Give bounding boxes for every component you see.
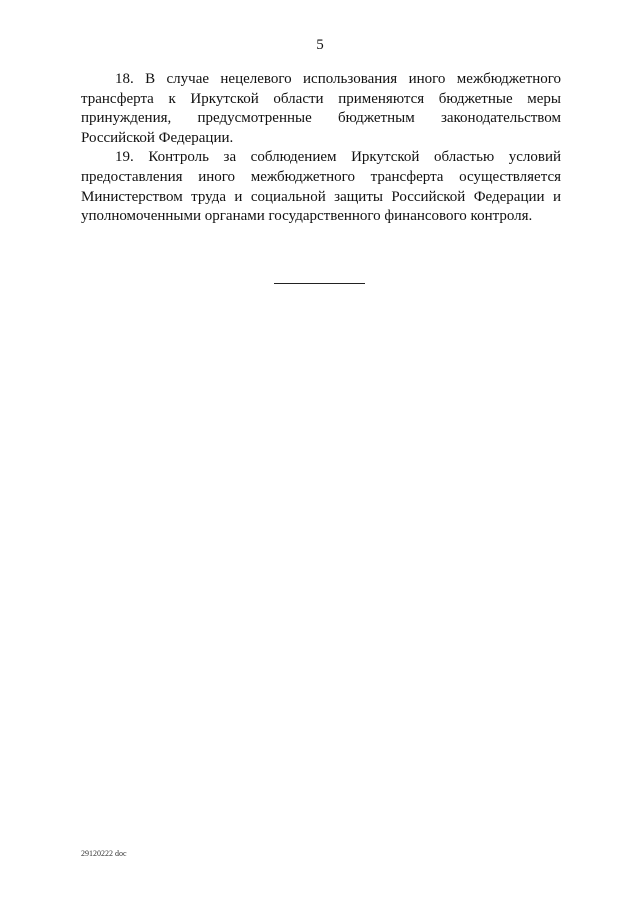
document-file-code: 29120222 doc [81, 849, 127, 858]
paragraph-18: 18. В случае нецелевого использования иного межбюджетного трансферта к Иркутской области применяются бюджетные меры принуждения, предусмотренные бюджетным законодательством Российской Федерации. [81, 71, 561, 146]
page-number: 5 [316, 37, 324, 53]
paragraph-19: 19. Контроль за соблюдением Иркутской областью условий предоставления иного межбюджетного трансферта осуществляется Министерством труда и социальной защиты Российской Федерации и уполномоченными органами государственного финансового контроля. [81, 149, 561, 225]
end-separator-line [274, 283, 365, 284]
document-body [81, 70, 561, 227]
